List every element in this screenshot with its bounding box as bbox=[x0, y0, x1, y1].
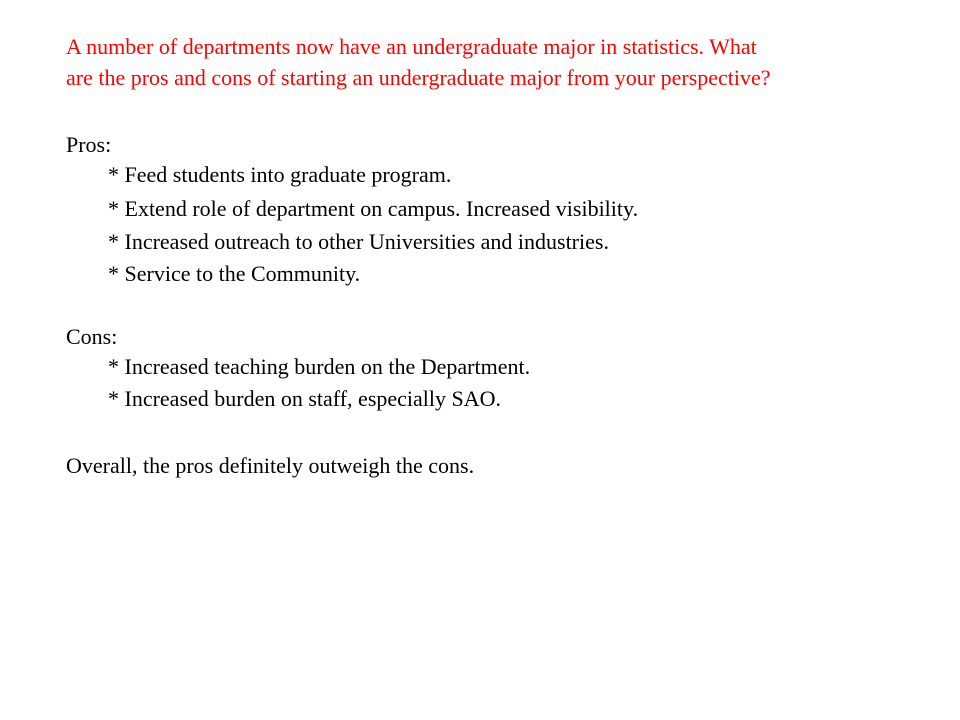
pros-item: * Feed students into graduate program. bbox=[108, 162, 452, 187]
question-line-2: are the pros and cons of starting an undergraduate major from your perspective? bbox=[66, 64, 771, 90]
cons-label: Cons: bbox=[66, 324, 118, 349]
cons-item: * Increased teaching burden on the Department. bbox=[108, 354, 531, 379]
pros-item: * Increased outreach to other Universities and industries. bbox=[108, 229, 609, 254]
overall-conclusion: Overall, the pros definitely outweigh the cons. bbox=[66, 453, 475, 478]
pros-label: Pros: bbox=[66, 132, 112, 157]
pros-item: * Service to the Community. bbox=[108, 261, 361, 286]
question-line-1: A number of departments now have an undergraduate major in statistics. What bbox=[66, 34, 757, 59]
pros-item: * Extend role of department on campus. Increased visibility. bbox=[108, 196, 639, 221]
cons-item: * Increased burden on staff, especially SAO. bbox=[108, 386, 502, 411]
question-text bbox=[66, 32, 946, 93]
